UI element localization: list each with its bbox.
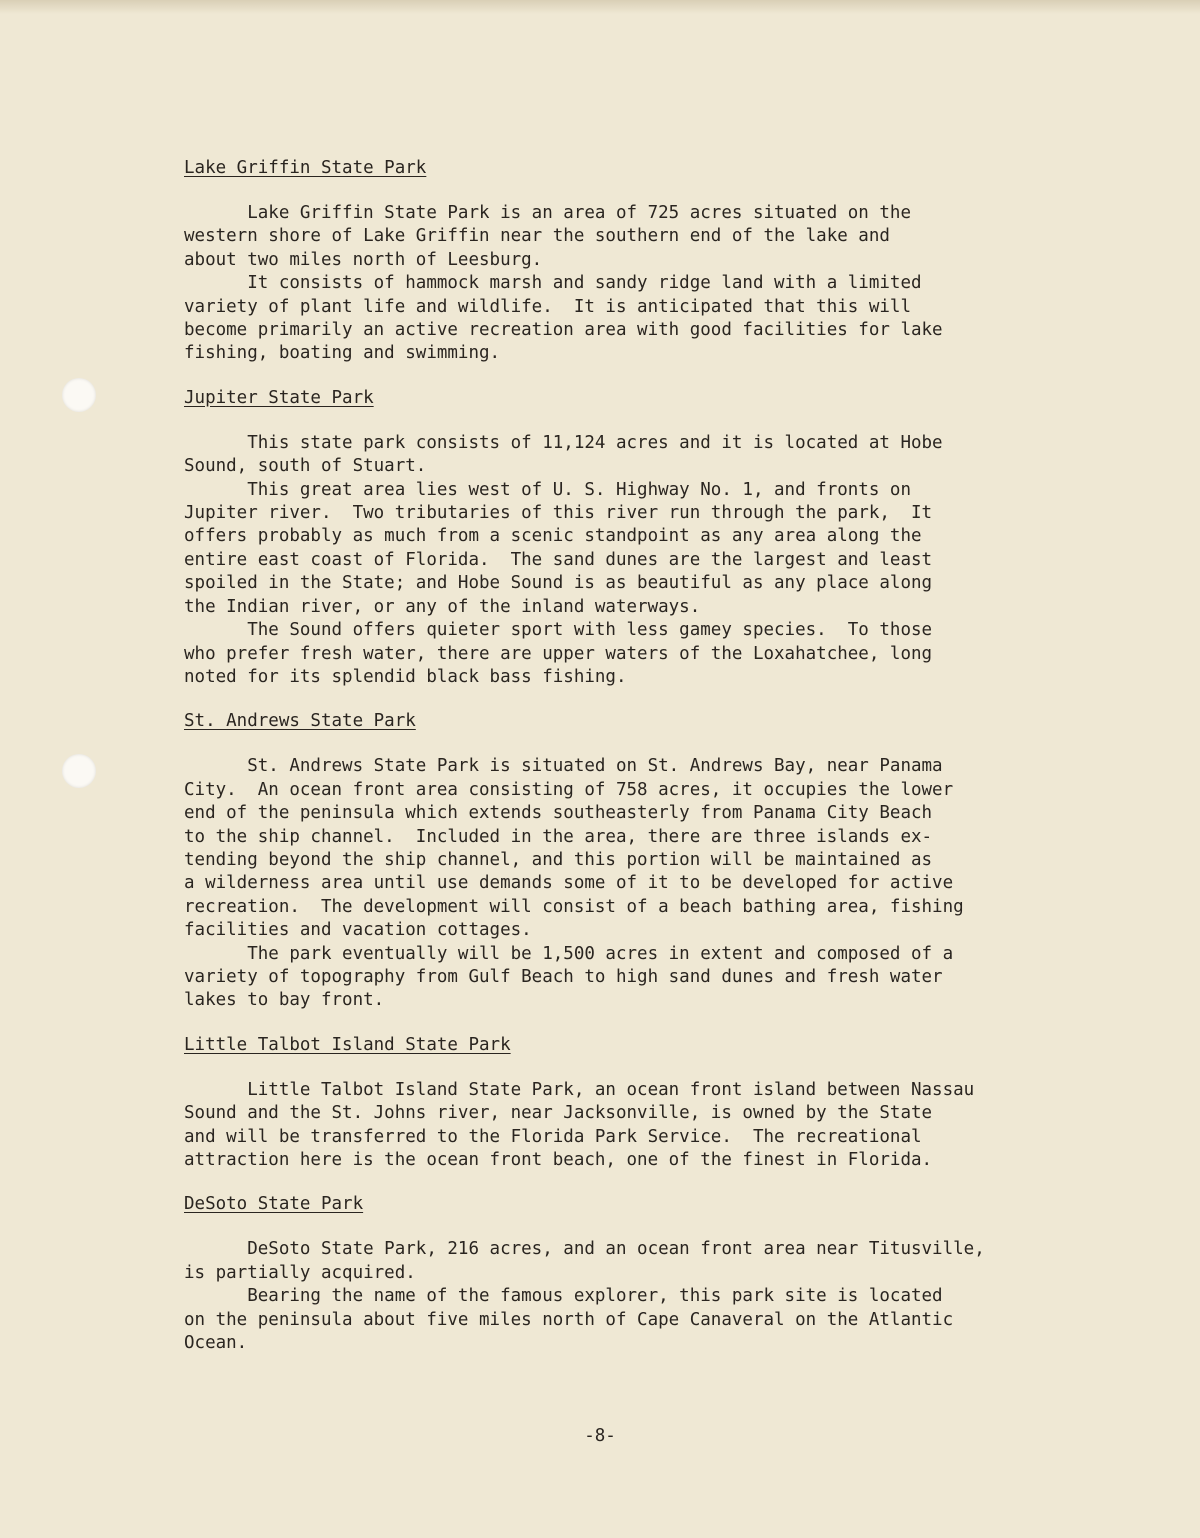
section-heading: Little Talbot Island State Park xyxy=(184,1034,511,1055)
paragraph-line: Jupiter river. Two tributaries of this river run through the park, It xyxy=(184,503,933,524)
paragraph-line: noted for its splendid black bass fishing. xyxy=(184,666,627,687)
punch-hole-top xyxy=(62,378,96,412)
paragraph-line: DeSoto State Park, 216 acres, and an ocean front area near Titusville, xyxy=(184,1239,985,1260)
paragraph-line: fishing, boating and swimming. xyxy=(184,343,501,364)
page-number: -8- xyxy=(584,1426,616,1446)
paragraph-line: to the ship channel. Included in the area, there are three islands ex- xyxy=(184,826,933,847)
document-body xyxy=(184,156,1044,1375)
paragraph-line: who prefer fresh water, there are upper waters of the Loxahatchee, long xyxy=(184,643,933,664)
section-lake-griffin xyxy=(184,156,1044,366)
section-desoto xyxy=(184,1192,1044,1355)
paragraph-line: The park eventually will be 1,500 acres in extent and composed of a xyxy=(184,943,954,964)
paragraph-line: become primarily an active recreation area with good facilities for lake xyxy=(184,320,943,341)
paragraph-line: Lake Griffin State Park is an area of 725 acres situated on the xyxy=(184,203,911,223)
paragraph-line: entire east coast of Florida. The sand dunes are the largest and least xyxy=(184,549,933,570)
paragraph-line: Sound, south of Stuart. xyxy=(184,456,427,477)
paragraph-line: recreation. The development will consist of a beach bathing area, fishing xyxy=(184,896,964,917)
paragraph-line: variety of topography from Gulf Beach to high sand dunes and fresh water xyxy=(184,966,943,987)
paragraph-line: western shore of Lake Griffin near the southern end of the lake and xyxy=(184,226,890,247)
paragraph-line: offers probably as much from a scenic standpoint as any area along the xyxy=(184,526,922,547)
paragraph-line: the Indian river, or any of the inland waterways. xyxy=(184,596,701,617)
section-little-talbot xyxy=(184,1033,1044,1173)
paragraph-line: attraction here is the ocean front beach, one of the finest in Florida. xyxy=(184,1150,933,1170)
paragraph-line: Little Talbot Island State Park, an ocean front island between Nassau xyxy=(184,1079,975,1100)
paragraph-line: Bearing the name of the famous explorer, this park site is located xyxy=(184,1286,943,1307)
section-heading: St. Andrews State Park xyxy=(184,711,416,732)
paragraph-line: on the peninsula about five miles north of Cape Canaveral on the Atlantic xyxy=(184,1309,954,1330)
paragraph-line: St. Andrews State Park is situated on St. Andrews Bay, near Panama xyxy=(184,756,943,777)
punch-hole-bottom xyxy=(62,754,96,788)
paragraph-line: It consists of hammock marsh and sandy ridge land with a limited xyxy=(184,273,922,294)
paragraph-line: variety of plant life and wildlife. It is anticipated that this will xyxy=(184,296,911,317)
paragraph-line: Sound and the St. Johns river, near Jacksonville, is owned by the State xyxy=(184,1103,933,1124)
paragraph-line: facilities and vacation cottages. xyxy=(184,920,532,941)
paragraph-line: a wilderness area until use demands some of it to be developed for active xyxy=(184,873,954,894)
section-heading: DeSoto State Park xyxy=(184,1194,364,1215)
paragraph-line: is partially acquired. xyxy=(184,1262,416,1283)
paragraph-line: The Sound offers quieter sport with less gamey species. To those xyxy=(184,620,933,641)
paragraph-line: about two miles north of Leesburg. xyxy=(184,249,543,270)
section-jupiter xyxy=(184,386,1044,689)
section-st-andrews xyxy=(184,709,1044,1012)
paragraph-line: spoiled in the State; and Hobe Sound is as beautiful as any place along xyxy=(184,573,933,594)
paragraph-line: and will be transferred to the Florida Park Service. The recreational xyxy=(184,1126,922,1147)
paper-edge xyxy=(0,0,1200,14)
paragraph-line: lakes to bay front. xyxy=(184,990,385,1011)
paragraph-line: end of the peninsula which extends southeasterly from Panama City Beach xyxy=(184,803,933,824)
paragraph-line: This great area lies west of U. S. Highway No. 1, and fronts on xyxy=(184,479,911,500)
paragraph-line: tending beyond the ship channel, and this portion will be maintained as xyxy=(184,849,933,870)
section-heading: Lake Griffin State Park xyxy=(184,158,427,178)
paragraph-line: This state park consists of 11,124 acres and it is located at Hobe xyxy=(184,432,943,453)
paragraph-line: City. An ocean front area consisting of 758 acres, it occupies the lower xyxy=(184,779,954,800)
paragraph-line: Ocean. xyxy=(184,1333,248,1354)
section-heading: Jupiter State Park xyxy=(184,387,374,408)
